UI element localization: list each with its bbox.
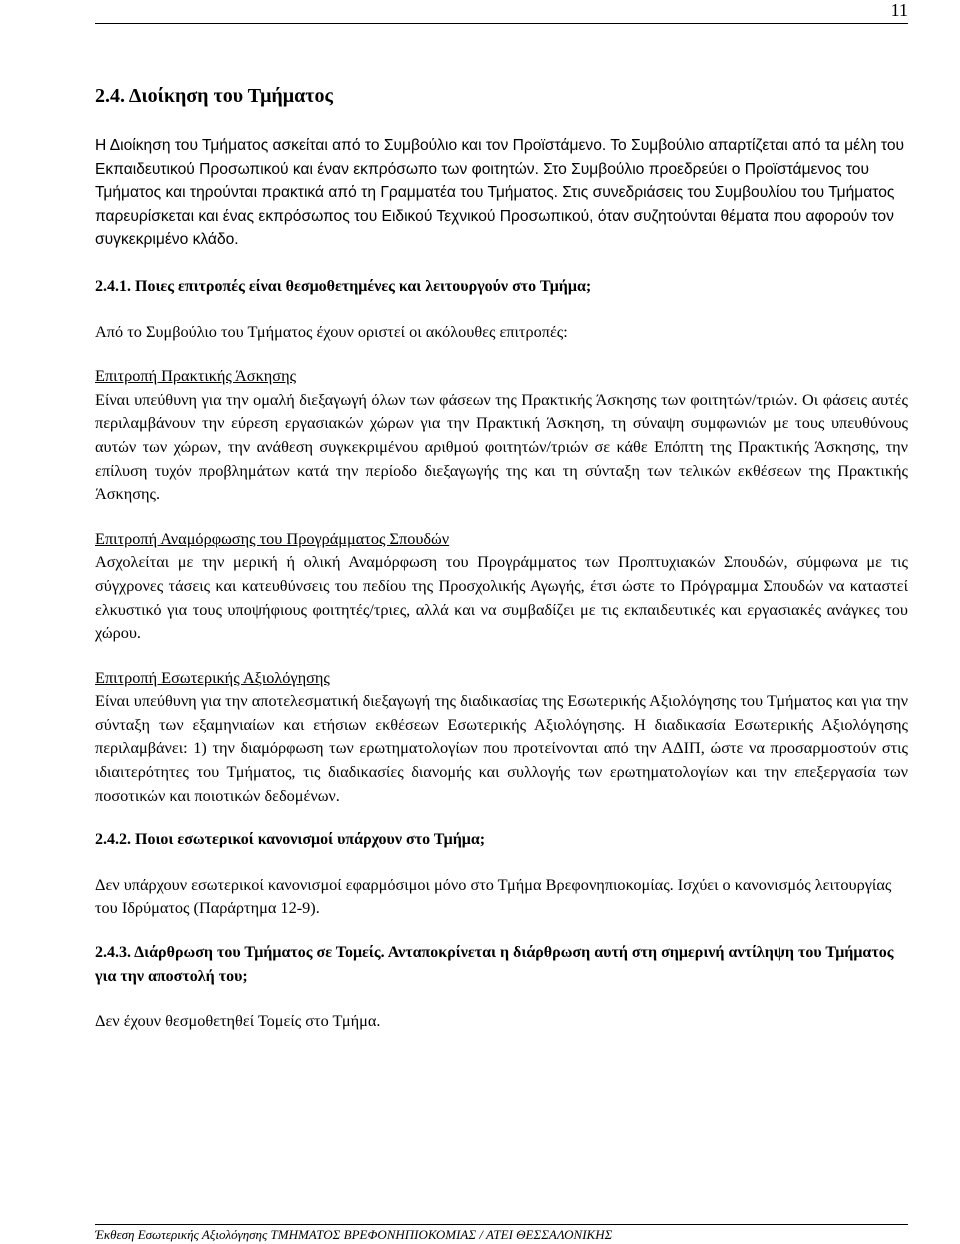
committee-description: Ασχολείται με την μερική ή ολική Αναμόρφωση του Προγράμματος των Προπτυχιακών Σπουδών, σύμφωνα με τις σύγχρονες τάσεις και κατευθύνσεις του πεδίου της Προσχολικής Αγωγής, έτσι ώστε το Πρόγραμμα Σπουδών να καταστεί ελκυστικό για τους υποψήφιους φοιτητές/τριες, αλλά και να συμβαδίζει με τις εκπαιδευτικές και εργασιακές ανάγκες του χώρου.: [95, 552, 908, 643]
header-rule: [95, 23, 908, 24]
sectors-text: Δεν έχουν θεσμοθετηθεί Τομείς στο Τμήμα.: [95, 1011, 381, 1031]
committee-description: Είναι υπεύθυνη για την ομαλή διεξαγωγή όλων των φάσεων της Πρακτικής Άσκησης των φοιτητών/τριών. Οι φάσεις αυτές περιλαμβάνουν την εύρεση εργασιακών χώρων για την Πρακτική Άσκηση, τη σύναψη συμφωνιών με τους υπευθύνους αυτών των χώρων, την ανάθεση συγκεκριμένου αριθμού φοιτητών/τριών σε κάθε Επόπτη της Πρακτικής Άσκησης, την επίλυση τυχόν προβλημάτων κατά την περίοδο διεξαγωγής της και τη σύνταξη των τελικών εκθέσεων της Πρακτικής Άσκησης.: [95, 389, 908, 504]
section-intro: Η Διοίκηση του Τμήματος ασκείται από το Συμβούλιο και τον Προϊστάμενο. Το Συμβούλιο απαρτίζεται από τα μέλη του Εκπαιδευτικού Προσωπικού και έναν εκπρόσωπο των φοιτητών. Στο Συμβούλιο προεδρεύει ο Προϊστάμενος του Τμήματος και τηρούνται πρακτικά από τη Γραμματέα του Τμήματος. Στις συνεδριάσεις του Συμβουλίου του Τμήματος παρευρίσκεται και ένας εκπρόσωπος του Ειδικού Τεχνικού Προσωπικού, όταν συζητούνται θέματα που αφορούν τον συγκεκριμένο κλάδο.: [95, 137, 905, 249]
committee-name: Επιτροπή Εσωτερικής Αξιολόγησης: [95, 667, 330, 687]
question-2-heading: 2.4.2. Ποιοι εσωτερικοί κανονισμοί υπάρχουν στο Τμήμα;: [95, 831, 486, 849]
section-title: 2.4. Διοίκηση του Τμήματος: [95, 85, 333, 107]
page-footer: Έκθεση Εσωτερικής Αξιολόγησης ΤΜΗΜΑΤΟΣ ΒΡΕΦΟΝΗΠΙΟΚΟΜΙΑΣ / ΑΤΕΙ ΘΕΣΣΑΛΟΝΙΚΗΣ: [95, 1224, 908, 1243]
document-body: [95, 82, 908, 1033]
committee-description: Είναι υπεύθυνη για την αποτελεσματική διεξαγωγή της διαδικασίας της Εσωτερικής Αξιολόγησης του Τμήματος και για την σύνταξη των εξαμηνιαίων και ετήσιων εκθέσεων Εσωτερικής Αξιολόγησης. Η διαδικασία Εσωτερικής Αξιολόγησης περιλαμβάνει: 1) την διαμόρφωση των ερωτηματολογίων που προτείνονται από την ΑΔΙΠ, ώστε να προσαρμοστούν στις ιδιαιτερότητες του Τμήματος, τις διαδικασίες διανομής και συλλογής των ερωτηματολογίων και την επεξεργασία των ποσοτικών και ποιοτικών δεδομένων.: [95, 691, 908, 805]
question-3-heading: 2.4.3. Διάρθρωση του Τμήματος σε Τομείς. Ανταποκρίνεται η διάρθρωση αυτή στη σημερινή αντίληψη του Τμήματος για την αποστολή του;: [95, 944, 894, 985]
page-number: 11: [890, 0, 908, 20]
regulations-text: Δεν υπάρχουν εσωτερικοί κανονισμοί εφαρμόσιμοι μόνο στο Τμήμα Βρεφονηπιοκομίας. Ισχύει ο κανονισμός λειτουργίας του Ιδρύματος (Παράρτημα 12-9).: [95, 874, 892, 918]
committee-name: Επιτροπή Αναμόρφωσης του Προγράμματος Σπουδών: [95, 528, 450, 548]
committees-lead: Από το Συμβούλιο του Τμήματος έχουν οριστεί οι ακόλουθες επιτροπές:: [95, 321, 568, 341]
committee-name: Επιτροπή Πρακτικής Άσκησης: [95, 366, 297, 386]
question-1-heading: 2.4.1. Ποιες επιτροπές είναι θεσμοθετημένες και λειτουργούν στο Τμήμα;: [95, 277, 592, 295]
